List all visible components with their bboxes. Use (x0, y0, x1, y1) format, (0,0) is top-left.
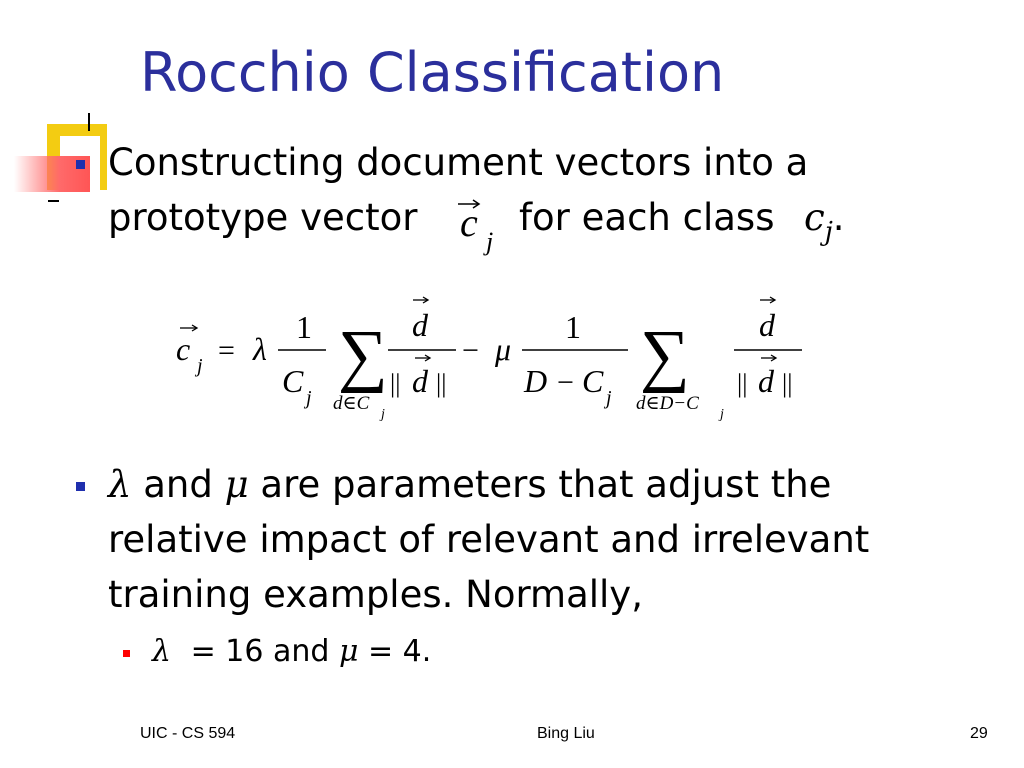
vector-c: c (460, 200, 478, 245)
bullet-marker (76, 160, 85, 169)
corner-decoration-dash (48, 200, 59, 202)
formula-D: D (524, 363, 548, 399)
formula-C-a: C (282, 363, 304, 399)
formula-one-b: 1 (565, 309, 581, 345)
formula-lambda: λ (253, 331, 267, 367)
formula-equals: = (218, 334, 235, 367)
bullet2-line1: λ and μ are parameters that adjust the (108, 463, 832, 506)
formula-minus-den: − (557, 366, 574, 399)
sub-bullet-marker (123, 650, 130, 657)
formula-norm-a-right: || (436, 369, 447, 398)
bullet1-mid: for each class (519, 196, 775, 239)
lambda-symbol: λ (108, 463, 132, 506)
formula-C-a-sub: j (306, 387, 312, 409)
corner-decoration-tick (88, 113, 90, 131)
slide-title: Rocchio Classification (140, 41, 725, 104)
formula-d-b: d (759, 307, 775, 343)
formula-d-a: d (412, 307, 428, 343)
formula-mu: μ (495, 331, 512, 367)
bullet1-line2 (108, 190, 417, 245)
footer-course: UIC - CS 594 (140, 725, 236, 742)
bullet1-prefix: prototype vector (108, 196, 418, 239)
vector-c-sub: j (486, 227, 494, 256)
mu-symbol: μ (224, 463, 249, 506)
formula-sum-b: ∑ (640, 317, 690, 394)
bullet2-line3: training examples. Normally, (108, 573, 643, 616)
formula-d-a-den: d (412, 363, 428, 399)
formula-range-b: d∈D−C (636, 393, 699, 414)
footer-page-number: 29 (970, 725, 988, 742)
formula-one-a: 1 (296, 309, 312, 345)
formula-C-b: C (582, 363, 604, 399)
formula-lhs-sub: j (197, 355, 203, 377)
formula-norm-a-left: || (390, 369, 401, 398)
formula-norm-b-right: || (782, 369, 793, 398)
formula-lhs: c (176, 331, 191, 367)
formula-d-b-den: d (758, 363, 774, 399)
formula-norm-b-left: || (737, 369, 748, 398)
class-symbol: $c_j$. (804, 196, 845, 247)
formula-C-b-sub: j (606, 387, 612, 409)
prototype-vector-symbol (448, 192, 514, 264)
bullet-marker (76, 482, 85, 491)
formula-range-b-sub: j (720, 407, 724, 422)
formula-minus: − (462, 334, 479, 367)
bullet1-line1: Constructing document vectors into a (108, 141, 809, 184)
sub-bullet-text: λ = 16 and μ = 4. (152, 634, 432, 669)
footer-author: Bing Liu (537, 725, 595, 742)
formula-range-a-sub: j (381, 407, 385, 422)
bullet2-line2: relative impact of relevant and irrelevant (108, 518, 870, 561)
formula-range-a: d∈C (333, 393, 370, 414)
rocchio-formula (160, 280, 820, 440)
formula-sum-a: ∑ (338, 317, 388, 394)
